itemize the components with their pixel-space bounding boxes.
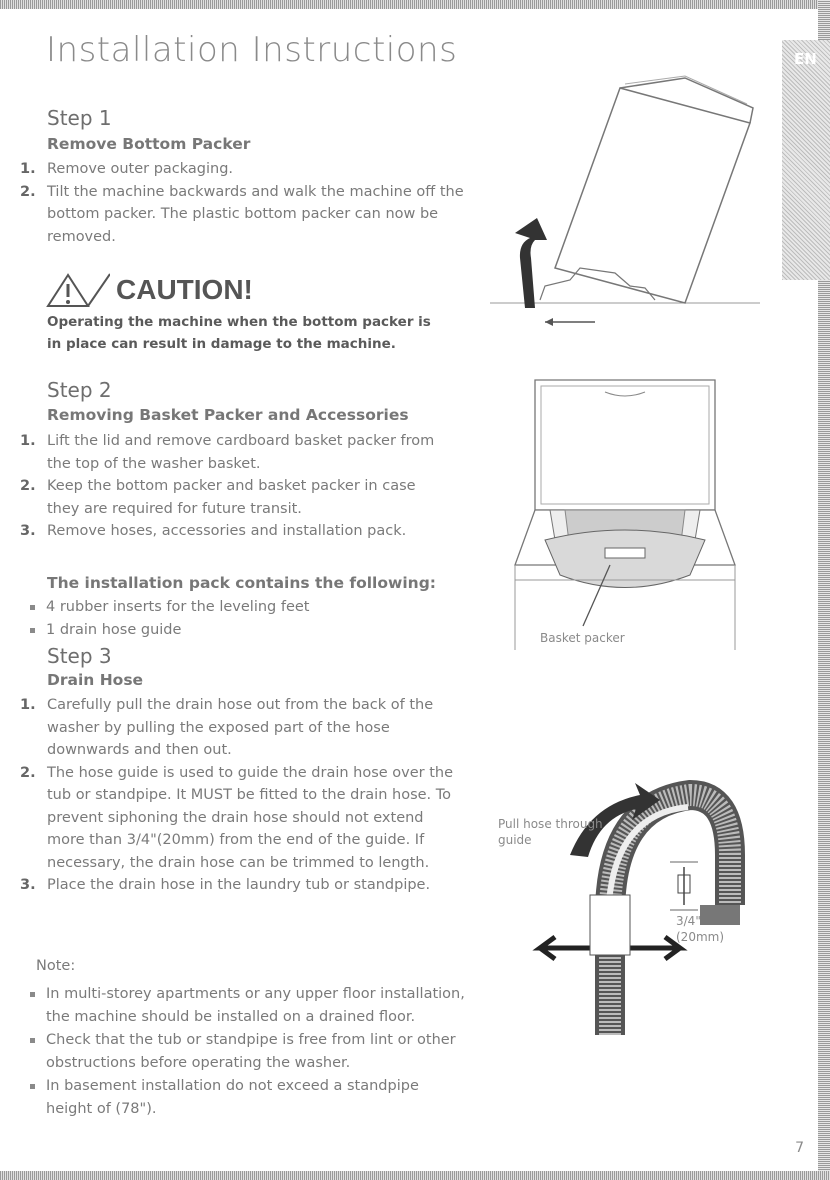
list-number: 3. bbox=[20, 523, 36, 539]
step3-list bbox=[20, 694, 465, 897]
step1-title: Step 1 bbox=[47, 106, 112, 130]
list-item: Check that the tub or standpipe is free from lint or other obstructions before operating the washer. bbox=[30, 1029, 456, 1075]
step2-subtitle: Removing Basket Packer and Accessories bbox=[47, 406, 409, 424]
list-number: 2. bbox=[20, 478, 36, 494]
list-number: 2. bbox=[20, 764, 36, 781]
basket-packer-label: Basket packer bbox=[540, 631, 625, 645]
step3-title: Step 3 bbox=[47, 644, 112, 668]
caution-heading: CAUTION! bbox=[116, 274, 253, 305]
list-number: 1. bbox=[20, 161, 36, 177]
language-tab-label: EN bbox=[794, 50, 817, 68]
list-item: In basement installation do not exceed a standpipe height of (78"). bbox=[30, 1075, 456, 1121]
page-border-top bbox=[0, 0, 830, 9]
list-item: 4 rubber inserts for the leveling feet bbox=[30, 596, 310, 619]
list-item bbox=[20, 158, 460, 181]
list-item bbox=[20, 520, 460, 543]
language-tab bbox=[782, 40, 830, 280]
list-item: In multi-storey apartments or any upper floor installation, the machine should be installed on a drained floor. bbox=[30, 983, 480, 1029]
list-text: Keep the bottom packer and basket packer in case they are required for future transit. bbox=[47, 478, 416, 517]
step3-subtitle: Drain Hose bbox=[47, 671, 144, 689]
list-item bbox=[20, 694, 447, 762]
list-number: 1. bbox=[20, 433, 36, 449]
hose-guide-illustration bbox=[530, 765, 760, 1045]
list-text: Place the drain hose in the laundry tub or standpipe. bbox=[47, 877, 431, 893]
step1-list bbox=[20, 158, 464, 248]
list-item bbox=[20, 181, 467, 249]
caution-text: Operating the machine when the bottom packer is in place can result in damage to the machine. bbox=[47, 314, 431, 352]
step1-subtitle: Remove Bottom Packer bbox=[47, 135, 251, 153]
open-washer-illustration bbox=[505, 370, 745, 650]
tilted-machine-illustration bbox=[485, 68, 765, 328]
warning-icon bbox=[46, 272, 110, 308]
list-text: Tilt the machine backwards and walk the machine off the bottom packer. The plastic bottom packer can now be removed. bbox=[47, 183, 464, 245]
page-number: 7 bbox=[795, 1140, 804, 1156]
list-item: 1 drain hose guide bbox=[30, 619, 310, 642]
measurement-label: 3/4" (20mm) bbox=[676, 914, 725, 944]
list-text: The hose guide is used to guide the drain hose over the tub or standpipe. It MUST be fitted to the drain hose. To prevent siphoning the drain hose should not extend more than 3/4"(20mm) from the end of the guide. If necessary, the drain hose can be trimmed to length. bbox=[47, 764, 454, 871]
list-text: Remove hoses, accessories and installation pack. bbox=[47, 523, 407, 539]
note-list bbox=[30, 983, 480, 1121]
installation-pack-heading: The installation pack contains the following: bbox=[47, 574, 436, 592]
list-item bbox=[20, 874, 465, 897]
list-number: 2. bbox=[20, 183, 36, 200]
list-item bbox=[20, 475, 447, 520]
list-number: 3. bbox=[20, 877, 36, 893]
pull-hose-label: Pull hose through guide bbox=[498, 817, 603, 847]
list-text: Carefully pull the drain hose out from the back of the washer by pulling the exposed part of the hose downwards and then out. bbox=[47, 697, 434, 758]
page-title: Installation Instructions bbox=[46, 30, 458, 70]
list-text: Lift the lid and remove cardboard basket packer from the top of the washer basket. bbox=[47, 433, 435, 472]
list-item bbox=[20, 762, 465, 875]
installation-pack-list bbox=[30, 596, 310, 642]
step2-title: Step 2 bbox=[47, 378, 112, 402]
list-number: 1. bbox=[20, 697, 36, 713]
note-heading: Note: bbox=[36, 958, 76, 974]
page-border-bottom bbox=[0, 1171, 830, 1180]
step2-list bbox=[20, 430, 460, 543]
list-text: Remove outer packaging. bbox=[47, 161, 234, 177]
list-item bbox=[20, 430, 447, 475]
